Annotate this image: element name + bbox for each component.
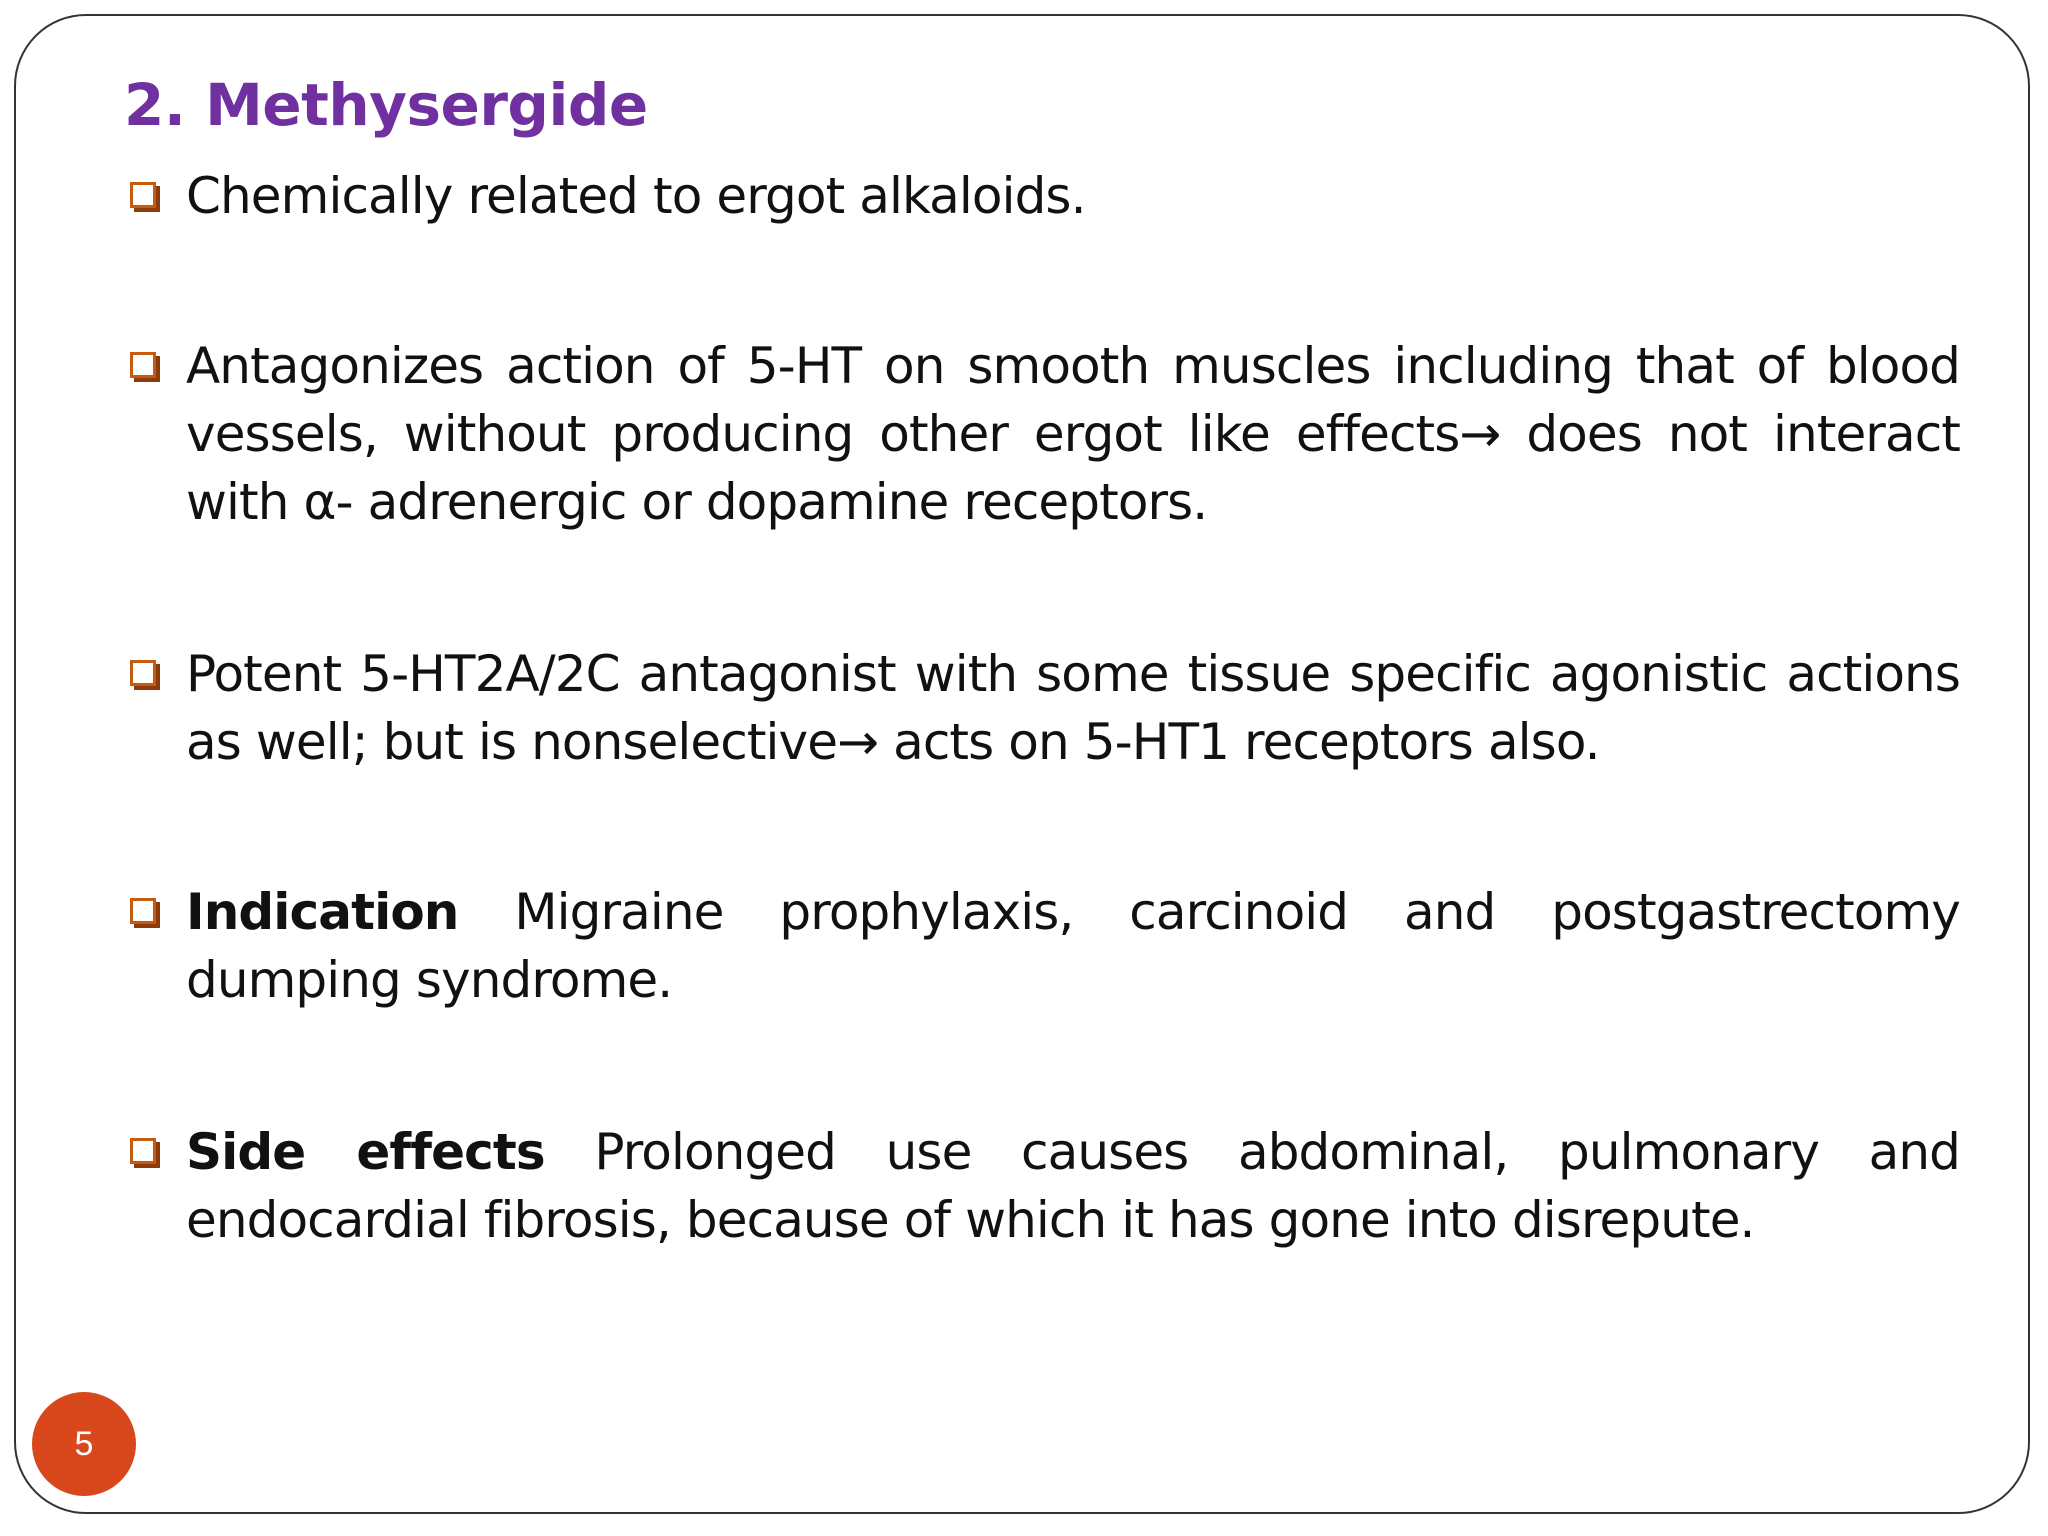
bullet-body-side-effects: Prolonged use causes abdominal, pulmonary and endocardial fibrosis, because of which it has gone into disrepute. <box>186 1123 1961 1249</box>
bullet-item-antagonism <box>124 332 1960 536</box>
hollow-square-bullet-icon <box>130 660 156 686</box>
bullet-text: Antagonizes action of 5-HT on smooth muscles including that of blood vessels, without producing other ergot like effects→ does not interact with α- adrenergic or dopamine receptors. <box>186 337 1960 531</box>
bullet-lead-side-effects: Side effects <box>186 1123 545 1181</box>
bullet-item-chemistry <box>124 162 1960 230</box>
hollow-square-bullet-icon <box>130 898 156 924</box>
hollow-square-bullet-icon <box>130 352 156 378</box>
bullet-text: Chemically related to ergot alkaloids. <box>186 167 1086 225</box>
bullet-body-indication: Migraine prophylaxis, carcinoid and postgastrectomy dumping syndrome. <box>186 883 1960 1009</box>
bullet-text-side-effects <box>186 1118 1960 1254</box>
hollow-square-bullet-icon <box>130 1138 156 1164</box>
hollow-square-bullet-icon <box>130 182 156 208</box>
bullet-item-side-effects <box>124 1118 1960 1254</box>
page-number-badge: 5 <box>32 1392 136 1496</box>
bullet-text-indication <box>186 878 1960 1014</box>
bullet-text: Potent 5-HT2A/2C antagonist with some tissue specific agonistic actions as well; but is nonselective→ acts on 5-HT1 receptors also. <box>186 645 1960 771</box>
bullet-item-indication <box>124 878 1960 1014</box>
bullet-lead-indication: Indication <box>186 883 459 941</box>
bullet-item-receptor-profile <box>124 640 1960 776</box>
slide-title: 2. Methysergide <box>124 71 648 139</box>
